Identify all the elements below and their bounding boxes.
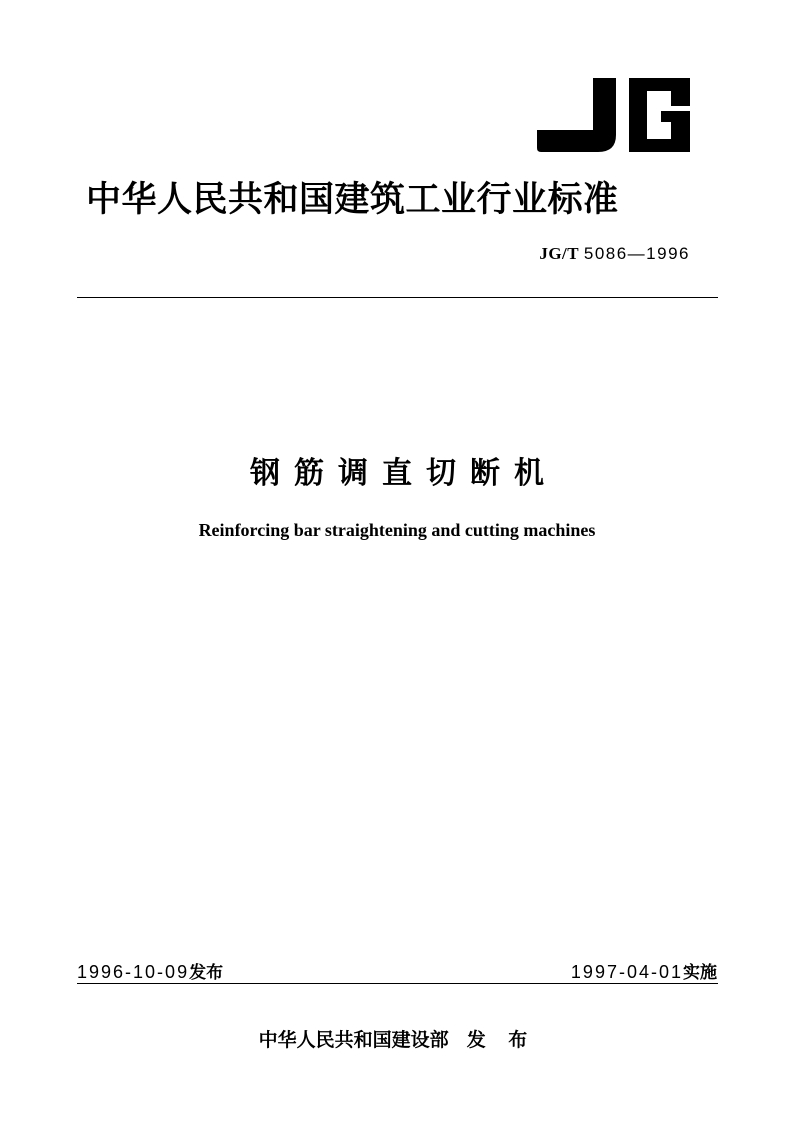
header-title: 中华人民共和国建筑工业行业标准 (86, 180, 619, 220)
document-title-en: Reinforcing bar straightening and cutting machines (198, 520, 596, 540)
issue-date: 1996-10-09 (77, 962, 190, 982)
effective-date: 1997-04-01 (570, 962, 683, 982)
jg-logo (537, 78, 690, 152)
effective-label: 实施 (683, 963, 717, 983)
bottom-divider (77, 983, 718, 984)
document-title-cn: 钢筋调直切断机 (250, 456, 558, 491)
issue-label: 发布 (189, 963, 224, 983)
effective-date-line (571, 958, 717, 983)
standard-code: JG/T (539, 244, 580, 263)
standard-number (539, 244, 690, 264)
standard-num: 5086—1996 (583, 244, 690, 263)
publisher-line (0, 1025, 794, 1052)
publisher-action: 发 布 (466, 1029, 536, 1051)
publisher-name: 中华人民共和国建设部 (258, 1029, 449, 1051)
top-divider (77, 297, 718, 298)
issue-date-line (77, 958, 223, 983)
